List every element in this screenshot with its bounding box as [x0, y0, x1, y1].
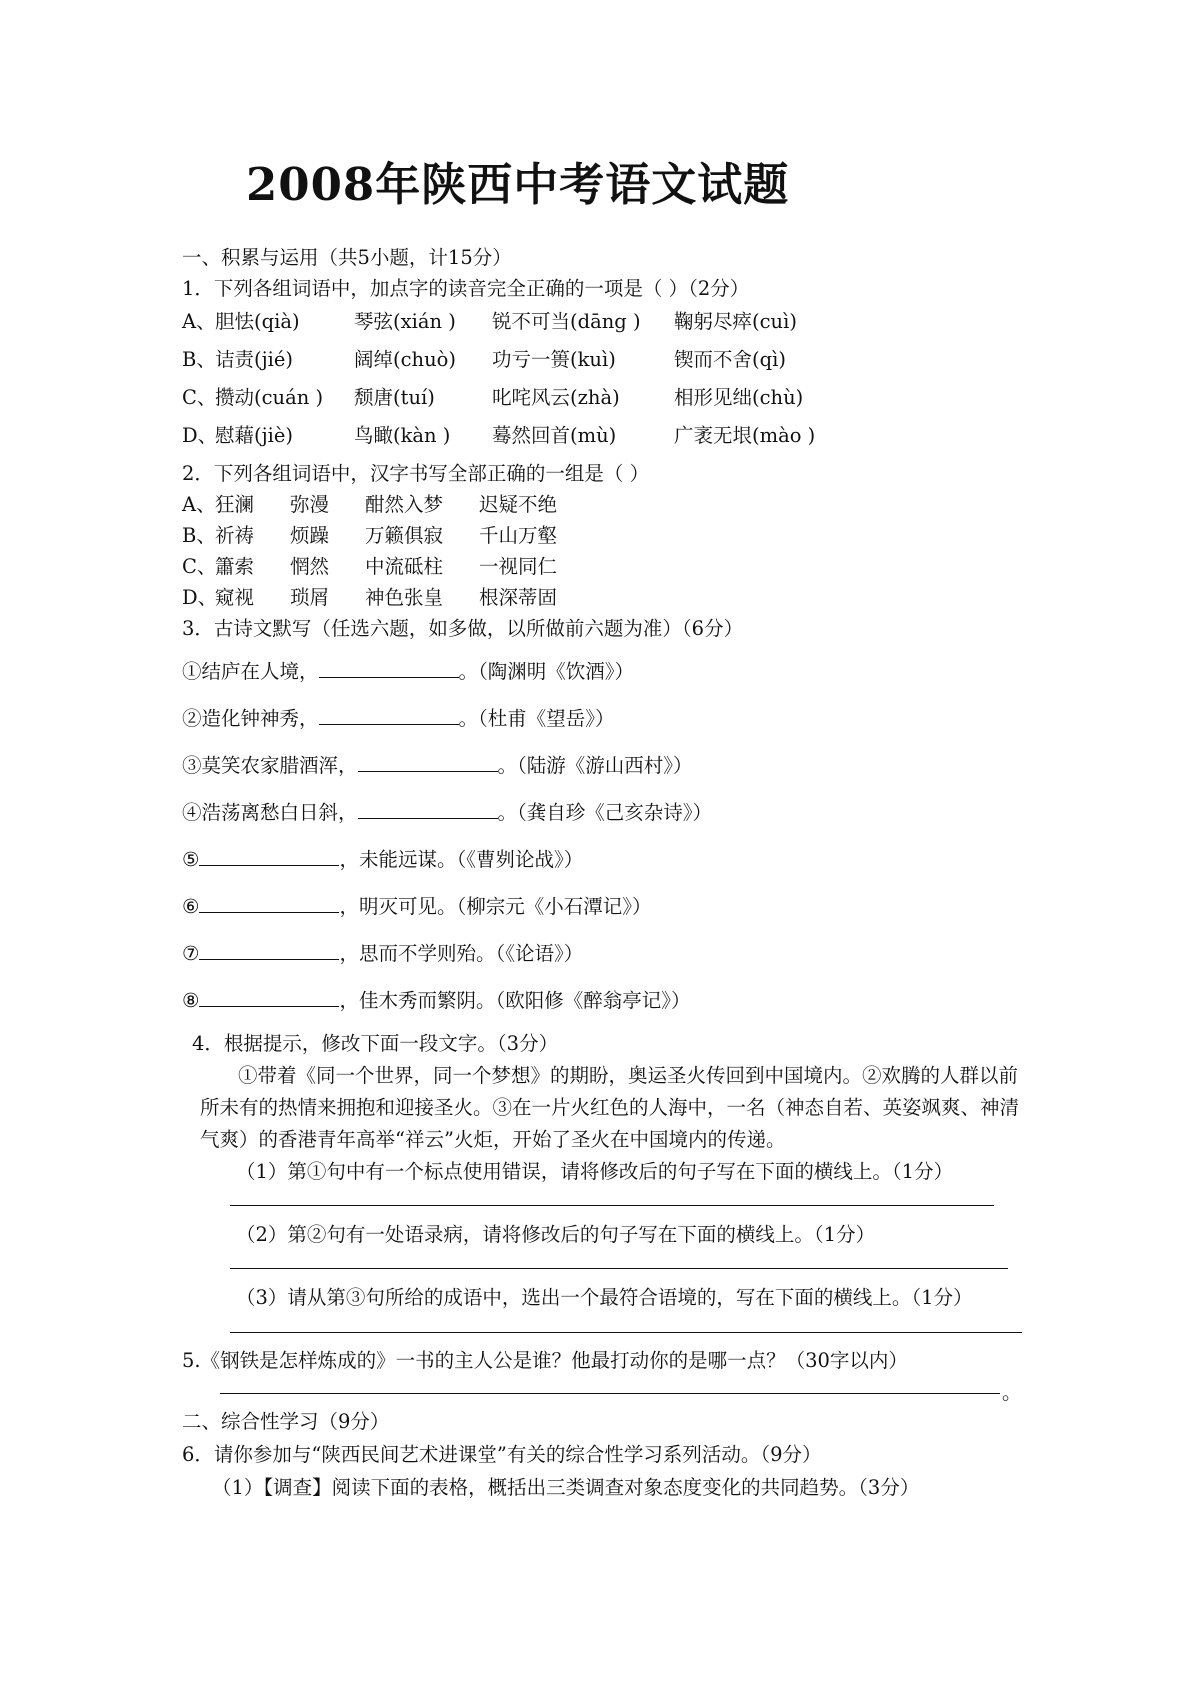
q3-item-suffix: ，佳木秀而繁阴。（欧阳修《醉翁亭记》） [339, 989, 691, 1012]
option-item: 叱咤风云(zhà) [492, 386, 620, 409]
option-item: 狂澜 [215, 493, 255, 516]
option-label: D、 [182, 586, 218, 609]
option-item: 胆怯(qià) [215, 310, 300, 333]
q3-item-suffix: 。（杜甫《望岳》） [458, 707, 615, 730]
q6-sub1: （1）【调查】阅读下面的表格，概括出三类调查对象态度变化的共同趋势。（3分） [212, 1476, 920, 1499]
q2-option-c [182, 553, 558, 581]
option-item: 窥视 [215, 586, 255, 609]
option-item: 慰藉(jiè) [215, 424, 294, 447]
option-item: 功亏一篑(kuì) [492, 348, 616, 371]
answer-blank[interactable] [319, 659, 459, 678]
q3-item-prefix: ⑧ [182, 989, 200, 1012]
answer-blank[interactable] [199, 847, 339, 866]
q2-option-a [182, 491, 558, 519]
option-item: 根深蒂固 [479, 586, 558, 609]
q3-item [182, 799, 712, 827]
q2-option-d [182, 584, 558, 612]
option-item: 锲而不舍(qì) [674, 348, 786, 371]
option-item: 迟疑不绝 [479, 493, 558, 516]
option-label: B、 [182, 524, 216, 547]
option-item: 锐不可当(dāng ) [492, 310, 641, 333]
option-item: 酣然入梦 [365, 493, 444, 516]
answer-blank[interactable] [199, 988, 339, 1007]
option-item: 相形见绌(chù) [674, 386, 804, 409]
section-heading: 二、综合性学习（9分） [182, 1410, 390, 1433]
question-1-stem: 1．下列各组词语中，加点字的读音完全正确的一项是（ ）（2分） [182, 277, 750, 300]
q3-item-prefix: ①结庐在人境， [182, 660, 319, 683]
option-label: A、 [182, 310, 216, 333]
q3-item [182, 846, 583, 874]
answer-line[interactable] [230, 1268, 1008, 1269]
q3-item-suffix: ，未能远谋。（《曹刿论战》） [339, 848, 584, 871]
q1-option-b [182, 346, 786, 374]
q3-item-suffix: 。（陆游《游山西村》） [497, 754, 693, 777]
q3-item-suffix: 。（陶渊明《饮酒》） [458, 660, 635, 683]
q4-sub1: （1）第①句中有一个标点使用错误，请将修改后的句子写在下面的横线上。（1分） [236, 1160, 954, 1183]
answer-line[interactable] [230, 1205, 994, 1206]
option-item: 弥漫 [290, 493, 330, 516]
q4-sub2: （2）第②句有一处语录病，请将修改后的句子写在下面的横线上。（1分） [236, 1223, 876, 1246]
q1-option-c [182, 384, 804, 412]
option-item: 蓦然回首(mù) [492, 424, 617, 447]
answer-line[interactable] [220, 1393, 1000, 1394]
q3-item [182, 658, 634, 686]
option-item: 阔绰(chuò) [354, 348, 456, 371]
option-item: 惘然 [290, 555, 330, 578]
option-item: 烦躁 [290, 524, 330, 547]
q3-item [182, 987, 691, 1015]
end-mark: 。 [1002, 1381, 1022, 1404]
option-label: D、 [182, 424, 218, 447]
question-4-stem: 4．根据提示，修改下面一段文字。（3分） [192, 1032, 559, 1055]
q3-item-prefix: ⑥ [182, 895, 200, 918]
option-item: 诘责(jié) [215, 348, 294, 371]
option-item: 中流砥柱 [365, 555, 444, 578]
question-2-stem: 2．下列各组词语中，汉字书写全部正确的一组是（ ） [182, 462, 650, 485]
option-label: C、 [182, 555, 217, 578]
q3-item [182, 940, 583, 968]
question-3-stem: 3．古诗文默写（任选六题，如多做，以所做前六题为准）（6分） [182, 617, 744, 640]
q3-item-prefix: ③莫笑农家腊酒浑， [182, 754, 358, 777]
option-item: 琐屑 [290, 586, 330, 609]
option-item: 琴弦(xián ) [354, 310, 456, 333]
option-item: 攒动(cuán ) [215, 386, 324, 409]
option-item: 千山万壑 [479, 524, 558, 547]
q3-item [182, 893, 652, 921]
answer-blank[interactable] [199, 894, 339, 913]
option-item: 一视同仁 [479, 555, 558, 578]
option-item: 鞠躬尽瘁(cuì) [674, 310, 797, 333]
option-label: A、 [182, 493, 216, 516]
q3-item-prefix: ⑤ [182, 848, 200, 871]
option-label: B、 [182, 348, 216, 371]
question-5-stem: 5.《钢铁是怎样炼成的》一书的主人公是谁？他最打动你的是哪一点？（30字以内） [182, 1349, 908, 1372]
option-item: 祈祷 [215, 524, 255, 547]
option-item: 簫索 [215, 555, 255, 578]
option-item: 广袤无垠(mào ) [674, 424, 816, 447]
q4-paragraph: ①带着《同一个世界，同一个梦想》的期盼，奥运圣火传回到中国境内。②欢腾的人群以前所未有的热情来拥抱和迎接圣火。③在一片火红色的人海中，一名（神态自若、英姿飒爽、神清气爽）的香港青年高举“祥云”火炬，开始了圣火在中国境内的传递。 [200, 1064, 1020, 1151]
section-heading: 一、积累与运用（共5小题，计15分） [182, 246, 512, 269]
q3-item-prefix: ⑦ [182, 942, 200, 965]
option-label: C、 [182, 386, 217, 409]
q3-item-prefix: ④浩荡离愁白日斜， [182, 801, 358, 824]
page-title: 2008年陕西中考语文试题 [246, 158, 790, 211]
option-item: 神色张皇 [365, 586, 444, 609]
q3-item [182, 705, 615, 733]
q3-item-suffix: ，明灭可见。（柳宗元《小石潭记》） [339, 895, 652, 918]
q2-option-b [182, 522, 558, 550]
option-item: 万籁俱寂 [365, 524, 444, 547]
answer-blank[interactable] [319, 706, 459, 725]
answer-line[interactable] [230, 1332, 1022, 1333]
q3-item [182, 752, 693, 780]
q1-option-a [182, 308, 797, 336]
answer-blank[interactable] [358, 753, 498, 772]
q4-sub3: （3）请从第③句所给的成语中，选出一个最符合语境的，写在下面的横线上。（1分） [236, 1286, 973, 1309]
q3-item-prefix: ②造化钟神秀， [182, 707, 319, 730]
q3-item-suffix: ，思而不学则殆。（《论语》） [339, 942, 584, 965]
question-6-stem: 6．请你参加与“陕西民间艺术进课堂”有关的综合性学习系列活动。（9分） [182, 1443, 822, 1466]
q1-option-d [182, 422, 816, 450]
q3-item-suffix: 。（龚自珍《己亥杂诗》） [497, 801, 713, 824]
answer-blank[interactable] [358, 800, 498, 819]
option-item: 颓唐(tuí) [354, 386, 435, 409]
answer-blank[interactable] [199, 941, 339, 960]
option-item: 鸟瞰(kàn ) [354, 424, 451, 447]
